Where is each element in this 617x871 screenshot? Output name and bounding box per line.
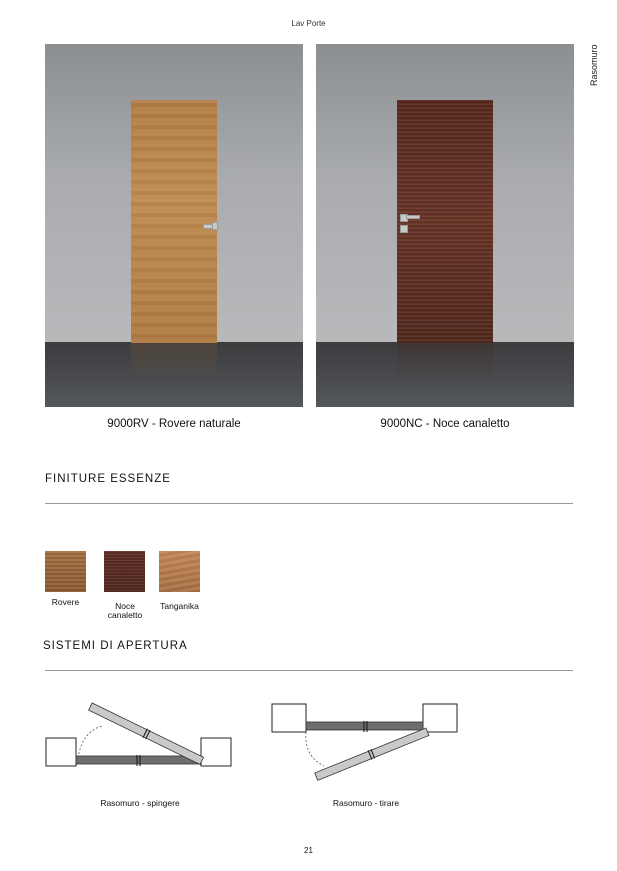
swatch-noce-canaletto — [104, 551, 145, 592]
door-reflection — [397, 343, 493, 383]
swatch-label-rovere: Rovere — [51, 597, 80, 607]
swatch-label-tanganika: Tanganika — [160, 601, 199, 611]
product-caption-noce: 9000NC - Noce canaletto — [380, 418, 510, 430]
door-noce-canaletto — [397, 100, 493, 343]
diagram-caption-pull: Rasomuro - tirare — [332, 798, 400, 808]
diagram-push-opening — [40, 700, 240, 785]
section-divider — [45, 670, 573, 671]
page-number: 21 — [304, 846, 313, 855]
door-rovere-naturale — [131, 100, 217, 343]
door-handle-icon — [406, 215, 420, 219]
door-lock-icon — [212, 222, 218, 230]
door-latch-icon — [400, 225, 408, 233]
product-caption-rovere: 9000RV - Rovere naturale — [107, 418, 241, 430]
section-title-opening: SISTEMI DI APERTURA — [43, 640, 188, 652]
diagram-caption-push: Rasomuro - spingere — [100, 798, 180, 808]
swatch-label-noce: Noce canaletto — [107, 601, 143, 620]
door-reflection — [131, 343, 217, 383]
diagram-pull-opening — [266, 700, 466, 785]
page-header-brand: Lav Porte — [291, 19, 326, 28]
swatch-rovere — [45, 551, 86, 592]
section-title-finishes: FINITURE ESSENZE — [45, 473, 171, 485]
section-divider — [45, 503, 573, 504]
product-photo-noce — [316, 44, 574, 407]
swatch-tanganika — [159, 551, 200, 592]
product-photo-rovere — [45, 44, 303, 407]
side-category-label: Rasomuro — [589, 44, 599, 86]
